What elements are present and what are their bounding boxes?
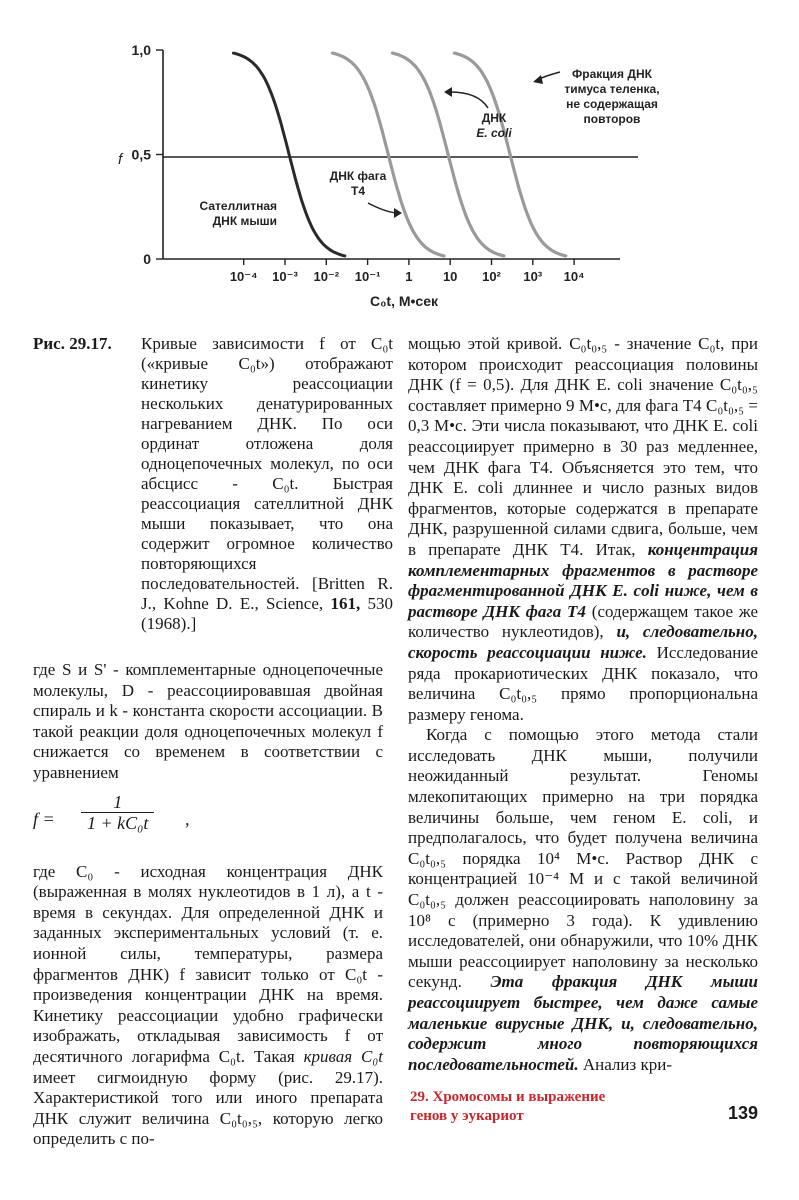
- right-p1-b: (содержащем такое же количество нуклеотидов),: [408, 601, 758, 642]
- caption-text: [141, 334, 393, 634]
- y-tick-label: 0: [143, 251, 151, 267]
- annotation-mouse-line2: ДНК мыши: [212, 214, 277, 228]
- x-tick-label: 10: [442, 269, 458, 284]
- caption-pages-year: 530 (1968).]: [141, 594, 393, 633]
- x-tick-label: 10³: [523, 269, 543, 284]
- caption-label: Рис. 29.17.: [33, 334, 112, 353]
- arrow-t4: [368, 203, 397, 213]
- arrow-calf-head: [533, 75, 543, 84]
- x-axis-label: C₀t, М•сек: [370, 293, 439, 309]
- right-p1-c: Исследование ряда прокариотических ДНК показало, что величина C₀t₀,₅ прямо пропорциональна размеру генома.: [408, 642, 758, 724]
- left-paragraph-2: [33, 862, 383, 1150]
- annotation-t4-line2: Т4: [350, 184, 366, 198]
- annotation-ecoli-line1: ДНК: [481, 111, 507, 125]
- right-p2-a: Когда с помощью этого метода стали исследовать ДНК мыши, получили неожиданный результат. Геномы млекопитающих примерно на три порядка величины больше, чем геном E. coli, и предполагалось, что будет получена величина C₀t₀,₅ порядка 10⁴ М•с. Раствор ДНК с концентрацией 10⁻⁴ М и с такой величиной C₀t₀,₅ должен реассоциировать наполовину за 10⁸ с (примерно 3 года). К удивлению исследователей, они обнаружили, что 10% ДНК мыши реассоциирует наполовину за несколько секунд.: [408, 725, 758, 992]
- annotation-calf-line4: повторов: [583, 112, 641, 126]
- right-paragraph-1: [408, 334, 758, 725]
- y-tick-label: 1,0: [131, 42, 151, 58]
- y-axis-label: f: [118, 151, 123, 168]
- chapter-title-line-2: генов у эукариот: [410, 1108, 524, 1124]
- cot-curve-chart: [0, 0, 799, 320]
- chapter-title: [410, 1088, 605, 1126]
- annotation-calf-line1: Фракция ДНК: [572, 67, 652, 81]
- annotation-t4-line1: ДНК фага: [329, 169, 387, 183]
- left-paragraph-2-end: имеет сигмоидную форму (рис. 29.17). Характеристикой того или иного препарата ДНК служит величина C₀t₀,₅, которую легко определить с по-: [33, 1067, 383, 1149]
- formula: [33, 784, 383, 862]
- annotation-calf-line2: тимуса теленка,: [564, 82, 660, 96]
- arrow-ecoli: [450, 92, 488, 108]
- x-tick-label: 10⁻²: [313, 269, 340, 284]
- annotation-mouse-line1: Сателлитная: [199, 199, 277, 213]
- right-p2-emphasis: Эта фракция ДНК мыши реассоциирует быстрее, чем даже самые маленькие вирусные ДНК, и, следовательно, содержит много повторяющихся последовательностей.: [408, 972, 758, 1074]
- right-paragraph-2: [408, 725, 758, 1075]
- chapter-title-line-1: 29. Хромосомы и выражение: [410, 1089, 606, 1105]
- caption-body: Кривые зависимости f от C₀t («кривые C₀t») отображают кинетику реассоциации нескольких денатурированных нагреванием ДНК. По оси ординат отложена доля одноцепочечных молекул, по оси абсцисс - C₀t. Быстрая реассоциация сателлитной ДНК мыши показывает, что она содержит огромное количество повторяющихся последовательностей. [Britten R. J., Kohne D. E., Science,: [141, 334, 393, 613]
- left-paragraph-2-italic: кривая C₀t: [303, 1046, 384, 1066]
- annotation-calf-line3: не содержащая: [566, 97, 658, 111]
- right-p1-emphasis: концентрация комплементарных фрагментов в растворе фрагментированной ДНК E. coli ниже, чем в растворе ДНК фага Т4: [408, 539, 758, 621]
- formula-lhs: f =: [33, 808, 55, 829]
- annotation-ecoli-line2: E. coli: [476, 126, 512, 140]
- y-tick-label: 0,5: [131, 146, 151, 163]
- right-column: [408, 334, 758, 1075]
- caption-volume: 161,: [330, 594, 361, 613]
- left-paragraph-2-text: где C₀ - исходная концентрация ДНК (выраженная в молях нуклеотидов в 1 л), а t - время в секундах. Для определенной ДНК и заданных экспериментальных условий (т. е. ионной силы, температуры, размера фрагментов ДНК) f зависит только от C₀t - произведения концентрации ДНК на время. Кинетику реассоциации удобно графически изображать, откладывая зависимость f от десятичного логарифма C₀t. Такая: [33, 861, 383, 1066]
- left-paragraph-1: где S и S' - комплементарные одноцепочечные молекулы, D - реассоциировавшая двойная спираль и k - константа скорости ассоциации. В такой реакции доля одноцепочечных молекул f снижается со временем в соответствии с уравнением: [33, 660, 383, 782]
- formula-denominator: 1 + kC₀t: [87, 813, 149, 834]
- arrow-t4-head: [394, 208, 402, 218]
- right-p1-emphasis-2: и, следовательно, скорость реассоциации ниже.: [408, 622, 758, 662]
- page-number: 139: [728, 1103, 759, 1123]
- right-p2-b: Анализ кри-: [582, 1054, 672, 1074]
- x-tick-label: 10²: [482, 269, 501, 284]
- right-p1-a: мощью этой кривой. C₀t₀,₅ - значение C₀t, при котором происходит реассоциация половины ДНК (f = 0,5). Для ДНК E. coli значение C₀t₀,₅ составляет примерно 9 М•с, для фага Т4 C₀t₀,₅ = 0,3 М•с. Эти числа показывают, что ДНК E. coli реассоциирует примерно в 30 раз медленнее, чем ДНК фага Т4. Объясняется это тем, что ДНК E. coli длиннее и число разных видов фрагментов, которые содержатся в препарате ДНК, разрушенной силами сдвига, больше, чем в препарате ДНК Т4. Итак,: [408, 334, 758, 559]
- x-tick-label: 10⁻¹: [354, 269, 381, 284]
- x-tick-label: 10⁻³: [272, 269, 298, 284]
- x-tick-label: 1: [405, 269, 413, 284]
- arrow-ecoli-head: [444, 87, 452, 97]
- formula-numerator: 1: [81, 792, 154, 814]
- formula-fraction: [81, 792, 154, 834]
- x-tick-label: 10⁻⁴: [229, 269, 258, 284]
- formula-trail: ,: [185, 808, 190, 829]
- x-tick-label: 10⁴: [563, 269, 585, 284]
- left-column: [33, 660, 383, 1150]
